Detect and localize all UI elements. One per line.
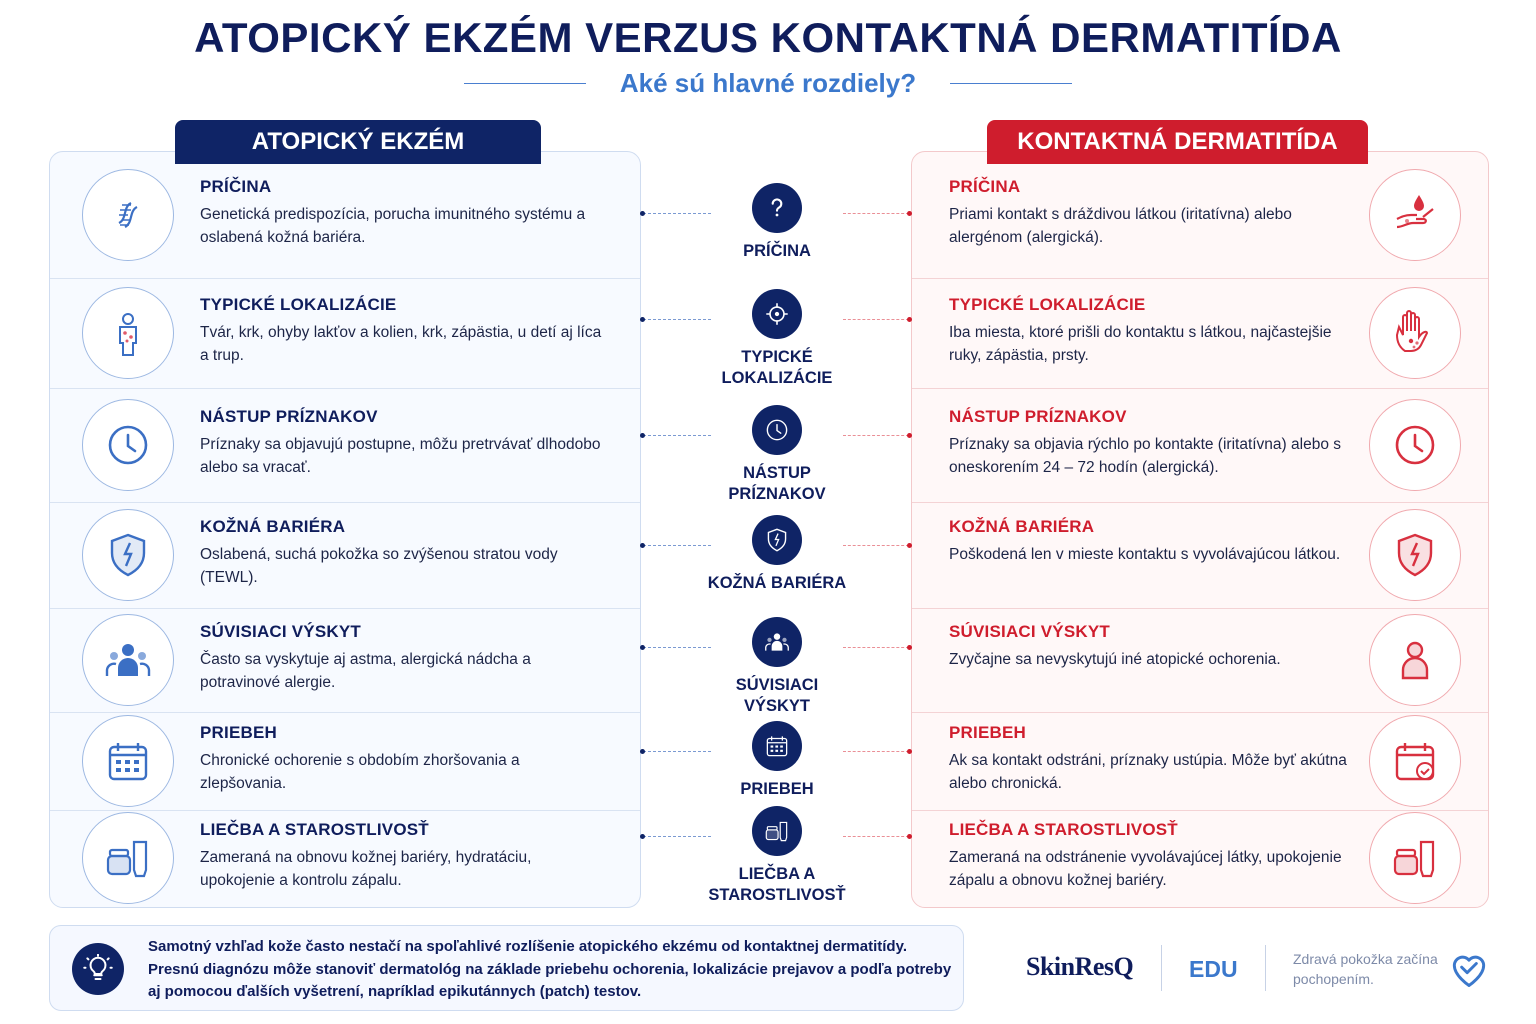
atopic-row-text: Genetická predispozícia, porucha imunitného systému a oslabená kožná bariéra. bbox=[200, 206, 586, 246]
contact-row-title: TYPICKÉ LOKALIZÁCIE bbox=[949, 295, 1146, 314]
row-divider bbox=[912, 502, 1488, 503]
atopic-row-text: Zameraná na obnovu kožnej bariéry, hydratáciu, upokojenie a kontrolu zápalu. bbox=[200, 849, 532, 889]
connector-dot bbox=[640, 834, 645, 839]
tagline: Zdravá pokožka začína pochopením. bbox=[1293, 951, 1438, 987]
category-badge-3 bbox=[702, 405, 852, 505]
category-label: TYPICKÉ LOKALIZÁCIE bbox=[721, 348, 833, 387]
row-divider bbox=[912, 810, 1488, 811]
atopic-row-4 bbox=[200, 517, 610, 589]
atopic-row-title: TYPICKÉ LOKALIZÁCIE bbox=[200, 295, 397, 314]
connector-dot bbox=[640, 211, 645, 216]
connector-dot bbox=[907, 749, 912, 754]
category-badge-6 bbox=[702, 721, 852, 800]
atopic-row-title: NÁSTUP PRÍZNAKOV bbox=[200, 407, 378, 426]
connector-dot bbox=[640, 433, 645, 438]
category-label: KOŽNÁ BARIÉRA bbox=[707, 574, 847, 592]
category-label: PRÍČINA bbox=[743, 242, 811, 260]
contact-row-title: KOŽNÁ BARIÉRA bbox=[949, 517, 1095, 536]
broken-shield-icon bbox=[1369, 509, 1461, 601]
contact-row-title: PRIEBEH bbox=[949, 723, 1026, 742]
atopic-row-text: Chronické ochorenie s obdobím zhoršovania a zlepšovania. bbox=[200, 752, 520, 792]
contact-row-1 bbox=[949, 177, 1349, 249]
connector-right bbox=[843, 836, 909, 837]
connector-dot bbox=[907, 433, 912, 438]
brand-logo: SkinResQ bbox=[1026, 952, 1134, 981]
row-divider bbox=[50, 608, 640, 609]
contact-row-6 bbox=[949, 723, 1349, 795]
contact-row-text: Poškodená len v mieste kontaktu s vyvolávajúcou látkou. bbox=[949, 546, 1341, 563]
body-icon bbox=[82, 287, 174, 379]
atopic-row-text: Často sa vyskytuje aj astma, alergická nádcha a potravinové alergie. bbox=[200, 651, 531, 691]
category-badge-1 bbox=[702, 183, 852, 262]
broken-shield-icon bbox=[82, 509, 174, 601]
connector-left bbox=[643, 213, 711, 214]
page-title: ATOPICKÝ EKZÉM VERZUS KONTAKTNÁ DERMATITÍDA bbox=[194, 14, 1342, 61]
subtitle-row bbox=[0, 68, 1536, 99]
row-divider bbox=[912, 388, 1488, 389]
people-icon bbox=[752, 617, 802, 667]
contact-row-title: NÁSTUP PRÍZNAKOV bbox=[949, 407, 1127, 426]
contact-row-3 bbox=[949, 407, 1349, 479]
hand-rash-icon bbox=[1369, 287, 1461, 379]
contact-row-7 bbox=[949, 820, 1349, 892]
contact-row-5 bbox=[949, 622, 1349, 671]
connector-left bbox=[643, 647, 711, 648]
row-divider bbox=[912, 278, 1488, 279]
cream-jar-icon bbox=[82, 812, 174, 904]
target-icon bbox=[752, 289, 802, 339]
heart-check-icon bbox=[1447, 947, 1491, 991]
question-icon bbox=[752, 183, 802, 233]
row-divider bbox=[50, 388, 640, 389]
connector-right bbox=[843, 647, 909, 648]
connector-dot bbox=[907, 317, 912, 322]
calendar-check-icon bbox=[1369, 715, 1461, 807]
category-badge-4 bbox=[702, 515, 852, 594]
category-label: NÁSTUP PRÍZNAKOV bbox=[728, 464, 826, 503]
contact-row-text: Ak sa kontakt odstráni, príznaky ustúpia. Môže byť akútna alebo chronická. bbox=[949, 752, 1347, 792]
connector-dot bbox=[907, 211, 912, 216]
connector-left bbox=[643, 545, 711, 546]
clock-icon bbox=[1369, 399, 1461, 491]
dna-icon bbox=[82, 169, 174, 261]
calendar-icon bbox=[82, 715, 174, 807]
subtitle-divider-left bbox=[464, 83, 586, 85]
cream-jar-icon bbox=[752, 806, 802, 856]
diagnosis-note bbox=[49, 925, 964, 1011]
row-divider bbox=[912, 608, 1488, 609]
category-label: SÚVISIACI VÝSKYT bbox=[735, 676, 819, 715]
connector-right bbox=[843, 213, 909, 214]
clock-icon bbox=[752, 405, 802, 455]
atopic-row-title: PRIEBEH bbox=[200, 723, 277, 742]
contact-column-header: KONTAKTNÁ DERMATITÍDA bbox=[987, 120, 1368, 164]
edu-label: EDU bbox=[1189, 956, 1238, 982]
connector-left bbox=[643, 435, 711, 436]
connector-dot bbox=[640, 317, 645, 322]
atopic-column-header: ATOPICKÝ EKZÉM bbox=[175, 120, 541, 164]
contact-row-title: SÚVISIACI VÝSKYT bbox=[949, 622, 1110, 641]
people-icon bbox=[82, 614, 174, 706]
contact-row-text: Iba miesta, ktoré prišli do kontaktu s látkou, najčastejšie ruky, zápästia, prsty. bbox=[949, 324, 1332, 364]
lightbulb-icon bbox=[72, 943, 124, 995]
note-text: Samotný vzhľad kože často nestačí na spoľahlivé rozlíšenie atopického ekzému od kontaktnej dermatitídy. Presnú diagnózu môže stanoviť dermatológ na základe priebehu ochorenia, lokalizácie prejavov a podľa potreby aj pomocou ďalších vyšetrení, napríklad epikutánnych (patch) testov. bbox=[148, 938, 952, 1000]
connector-right bbox=[843, 435, 909, 436]
clock-icon bbox=[82, 399, 174, 491]
category-badge-7 bbox=[702, 806, 852, 906]
atopic-row-2 bbox=[200, 295, 610, 367]
connector-dot bbox=[640, 645, 645, 650]
connector-dot bbox=[907, 834, 912, 839]
atopic-row-text: Tvár, krk, ohyby lakťov a kolien, krk, zápästia, u detí aj líca a trup. bbox=[200, 324, 602, 364]
shield-icon bbox=[752, 515, 802, 565]
contact-row-4 bbox=[949, 517, 1349, 566]
category-label: LIEČBA A STAROSTLIVOSŤ bbox=[708, 865, 846, 904]
atopic-row-3 bbox=[200, 407, 610, 479]
connector-dot bbox=[640, 749, 645, 754]
footer-divider bbox=[1265, 945, 1266, 991]
subtitle: Aké sú hlavné rozdiely? bbox=[619, 68, 917, 98]
atopic-row-title: LIEČBA A STAROSTLIVOSŤ bbox=[200, 820, 429, 839]
connector-dot bbox=[907, 543, 912, 548]
cream-jar-icon bbox=[1369, 812, 1461, 904]
connector-left bbox=[643, 751, 711, 752]
connector-left bbox=[643, 319, 711, 320]
connector-dot bbox=[907, 645, 912, 650]
connector-left bbox=[643, 836, 711, 837]
footer-divider bbox=[1161, 945, 1162, 991]
atopic-row-title: SÚVISIACI VÝSKYT bbox=[200, 622, 361, 641]
contact-row-2 bbox=[949, 295, 1349, 367]
contact-row-text: Príznaky sa objavia rýchlo po kontakte (iritatívna) alebo s oneskorením 24 – 72 hodín (alergická). bbox=[949, 436, 1341, 476]
atopic-row-6 bbox=[200, 723, 610, 795]
contact-row-text: Zameraná na odstránenie vyvolávajúcej látky, upokojenie zápalu a obnovu kožnej bariéry. bbox=[949, 849, 1342, 889]
atopic-row-7 bbox=[200, 820, 610, 892]
subtitle-divider-right bbox=[950, 83, 1072, 85]
hand-drop-icon bbox=[1369, 169, 1461, 261]
atopic-row-text: Príznaky sa objavujú postupne, môžu pretrvávať dlhodobo alebo sa vracať. bbox=[200, 436, 601, 476]
connector-right bbox=[843, 545, 909, 546]
category-badge-5 bbox=[702, 617, 852, 717]
connector-dot bbox=[640, 543, 645, 548]
row-divider bbox=[50, 278, 640, 279]
person-icon bbox=[1369, 614, 1461, 706]
connector-right bbox=[843, 319, 909, 320]
contact-row-title: PRÍČINA bbox=[949, 177, 1021, 196]
row-divider bbox=[50, 712, 640, 713]
row-divider bbox=[912, 712, 1488, 713]
contact-row-title: LIEČBA A STAROSTLIVOSŤ bbox=[949, 820, 1178, 839]
atopic-row-title: PRÍČINA bbox=[200, 177, 272, 196]
contact-row-text: Zvyčajne sa nevyskytujú iné atopické ochorenia. bbox=[949, 651, 1281, 668]
connector-right bbox=[843, 751, 909, 752]
atopic-row-5 bbox=[200, 622, 610, 694]
category-label: PRIEBEH bbox=[740, 780, 814, 798]
atopic-row-text: Oslabená, suchá pokožka so zvýšenou stratou vody (TEWL). bbox=[200, 546, 558, 586]
row-divider bbox=[50, 810, 640, 811]
row-divider bbox=[50, 502, 640, 503]
category-badge-2 bbox=[702, 289, 852, 389]
calendar-icon bbox=[752, 721, 802, 771]
atopic-row-1 bbox=[200, 177, 610, 249]
atopic-row-title: KOŽNÁ BARIÉRA bbox=[200, 517, 346, 536]
contact-row-text: Priami kontakt s dráždivou látkou (iritatívna) alebo alergénom (alergická). bbox=[949, 206, 1292, 246]
